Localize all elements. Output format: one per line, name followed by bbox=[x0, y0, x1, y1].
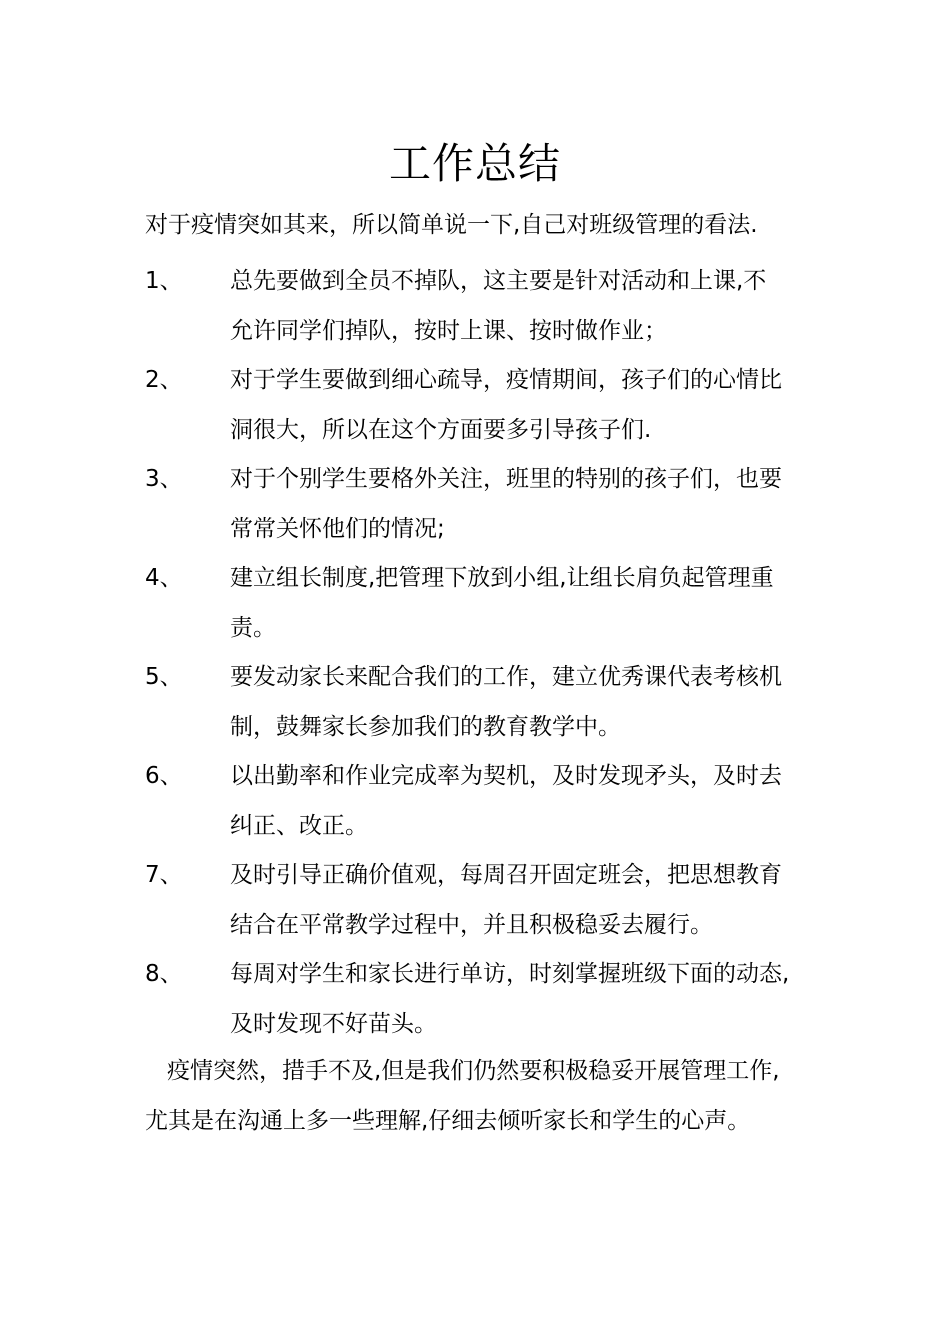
list-item-number: 3、 bbox=[145, 466, 183, 492]
list-item bbox=[145, 949, 825, 1048]
document-title: 工作总结 bbox=[388, 139, 561, 188]
list-item-number: 1、 bbox=[145, 268, 183, 294]
list-item bbox=[145, 256, 825, 355]
list-item bbox=[145, 355, 825, 454]
intro-paragraph: 对于疫情突如其来，所以简单说一下,自己对班级管理的看法. bbox=[145, 212, 758, 238]
list-item-text-line: 洞很大，所以在这个方面要多引导孩子们. bbox=[230, 417, 652, 443]
list-item-text-line: 允许同学们掉队，按时上课、按时做作业； bbox=[230, 318, 667, 344]
list-item-text-line: 对于个别学生要格外关注，班里的特别的孩子们，也要 bbox=[230, 466, 782, 492]
list-item-text-line: 常常关怀他们的情况; bbox=[230, 516, 445, 542]
list-item-number: 2、 bbox=[145, 367, 183, 393]
numbered-list bbox=[145, 256, 825, 1048]
list-item bbox=[145, 454, 825, 553]
list-item-text-line: 每周对学生和家长进行单访，时刻掌握班级下面的动态, bbox=[230, 961, 790, 987]
list-item bbox=[145, 652, 825, 751]
list-item bbox=[145, 751, 825, 850]
list-item-number: 8、 bbox=[145, 961, 183, 987]
list-item-number: 5、 bbox=[145, 664, 183, 690]
list-item-text-line: 建立组长制度,把管理下放到小组,让组长肩负起管理重 bbox=[230, 565, 774, 591]
list-item bbox=[145, 850, 825, 949]
list-item-text-line: 总先要做到全员不掉队，这主要是针对活动和上课,不 bbox=[230, 268, 767, 294]
list-item-number: 7、 bbox=[145, 862, 183, 888]
list-item-text-line: 纠正、改正。 bbox=[230, 813, 368, 839]
closing-paragraph-line: 尤其是在沟通上多一些理解,仔细去倾听家长和学生的心声。 bbox=[145, 1108, 751, 1134]
list-item-text-line: 结合在平常教学过程中，并且积极稳妥去履行。 bbox=[230, 912, 713, 938]
list-item-number: 4、 bbox=[145, 565, 183, 591]
list-item-number: 6、 bbox=[145, 763, 183, 789]
closing-paragraph-line: 疫情突然，措手不及,但是我们仍然要积极稳妥开展管理工作, bbox=[167, 1058, 780, 1084]
list-item-text-line: 责。 bbox=[230, 615, 276, 641]
list-item-text-line: 要发动家长来配合我们的工作，建立优秀课代表考核机 bbox=[230, 664, 782, 690]
list-item-text-line: 以出勤率和作业完成率为契机，及时发现矛头，及时去 bbox=[230, 763, 782, 789]
list-item-text-line: 对于学生要做到细心疏导，疫情期间，孩子们的心情比 bbox=[230, 367, 782, 393]
list-item bbox=[145, 553, 825, 652]
list-item-text-line: 制，鼓舞家长参加我们的教育教学中。 bbox=[230, 714, 621, 740]
list-item-text-line: 及时引导正确价值观，每周召开固定班会，把思想教育 bbox=[230, 862, 782, 888]
list-item-text-line: 及时发现不好苗头。 bbox=[230, 1011, 437, 1037]
